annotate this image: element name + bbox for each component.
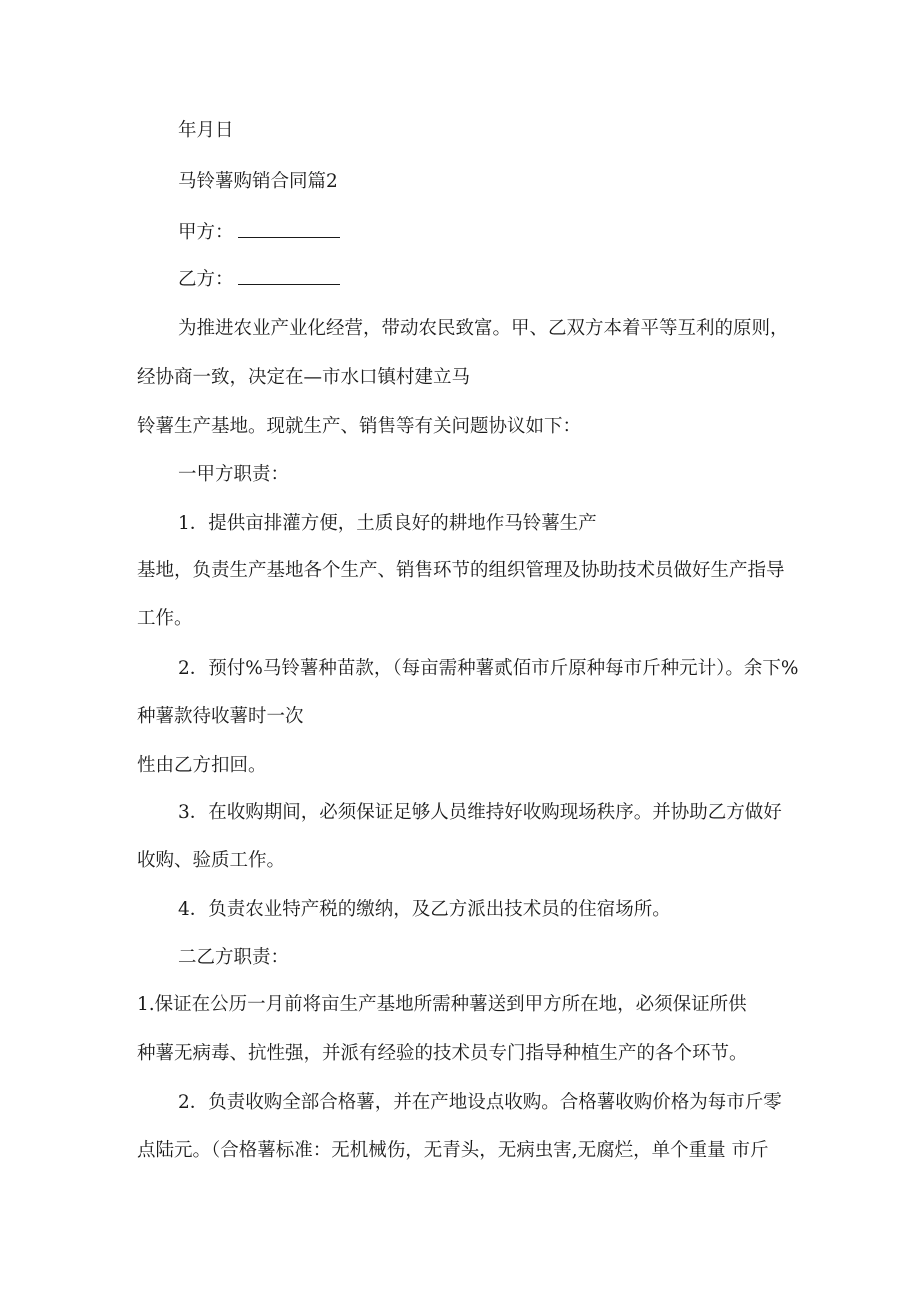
- s1-item2-line1: 2．预付%马铃薯种苗款，（每亩需种薯贰佰市斤原种每市斤种元计）。余下%: [178, 658, 799, 679]
- party-a-blank: [238, 221, 340, 238]
- party-b-line: [178, 268, 340, 292]
- intro-line-1: 为推进农业产业化经营，带动农民致富。甲、乙双方本着平等互利的原则，: [178, 318, 789, 339]
- s1-item2-line3: 性由乙方扣回。: [137, 755, 267, 776]
- s1-item3-line2: 收购、验质工作。: [137, 850, 286, 871]
- s1-item1-line3: 工作。: [137, 608, 193, 629]
- party-b-blank: [238, 268, 340, 285]
- party-a-label: 甲方：: [178, 222, 234, 243]
- section2-heading: 二乙方职责：: [178, 947, 290, 968]
- s1-item1-line2: 基地，负责生产基地各个生产、销售环节的组织管理及协助技术员做好生产指导: [137, 560, 785, 581]
- intro-line-3: 铃薯生产基地。现就生产、销售等有关问题协议如下：: [137, 416, 582, 437]
- contract-title: 马铃薯购销合同篇2: [178, 171, 338, 192]
- s2-item1-line2: 种薯无病毒、抗性强，并派有经验的技术员专门指导种植生产的各个环节。: [137, 1043, 748, 1064]
- s1-item1-line1: 1．提供亩排灌方便，土质良好的耕地作马铃薯生产: [178, 513, 597, 534]
- intro-line-2: 经协商一致，决定在—市水口镇村建立马: [137, 367, 471, 388]
- party-a-line: [178, 221, 340, 245]
- party-b-label: 乙方：: [178, 269, 234, 290]
- s1-item3-line1: 3．在收购期间，必须保证足够人员维持好收购现场秩序。并协助乙方做好: [178, 802, 782, 823]
- s1-item2-line2: 种薯款待收薯时一次: [137, 706, 304, 727]
- s2-item1-line1: 1.保证在公历一月前将亩生产基地所需种薯送到甲方所在地，必须保证所供: [137, 994, 747, 1015]
- section1-heading: 一甲方职责：: [178, 464, 290, 485]
- s2-item2-line2: 点陆元。（合格薯标准：无机械伤，无青头，无病虫害,无腐烂，单个重量 市斤: [137, 1140, 769, 1161]
- s1-item4-line1: 4．负责农业特产税的缴纳，及乙方派出技术员的住宿场所。: [178, 899, 671, 920]
- date-line: 年月日: [178, 120, 234, 141]
- s2-item2-line1: 2．负责收购全部合格薯，并在产地设点收购。合格薯收购价格为每市斤零: [178, 1092, 782, 1113]
